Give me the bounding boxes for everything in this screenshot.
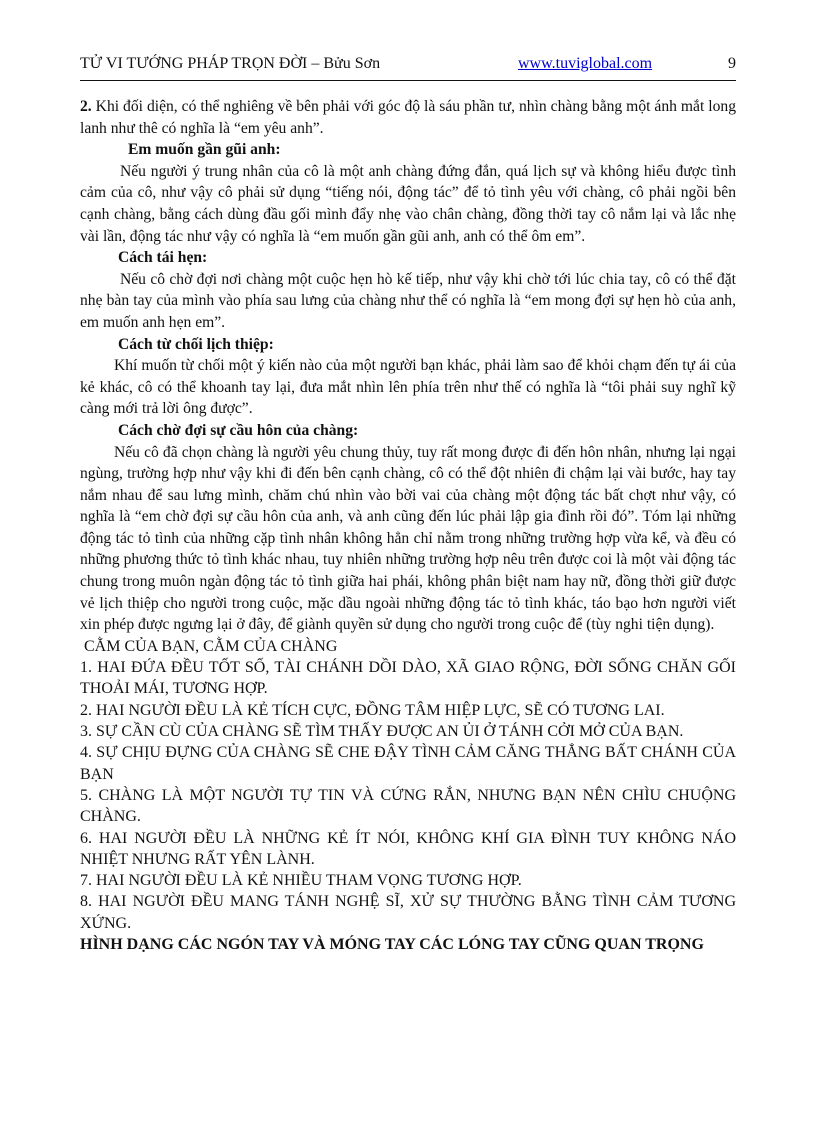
list-item: 3. SỰ CẦN CÙ CỦA CHÀNG SẼ TÌM THẤY ĐƯỢC AN ỦI Ở TÁNH CỞI MỞ CỦA BẠN.: [80, 723, 684, 741]
list-title: CẰM CỦA BẠN, CẰM CỦA CHÀNG: [84, 637, 338, 655]
intro-paragraph: [80, 96, 736, 139]
list-item: 7. HAI NGƯỜI ĐỀU LÀ KẺ NHIỀU THAM VỌNG TƯƠNG HỢP.: [80, 872, 522, 890]
list-item: 6. HAI NGƯỜI ĐỀU LÀ NHỮNG KẺ ÍT NÓI, KHÔNG KHÍ GIA ĐÌNH TUY KHÔNG NÁO NHIỆT NHƯNG RẤT YÊN LÀNH.: [80, 829, 736, 868]
section-heading: Em muốn gần gũi anh:: [128, 141, 281, 159]
section-paragraph: Nếu cô chờ đợi nơi chàng một cuộc hẹn hò kế tiếp, như vậy khi chờ tới lúc chia tay, cô có thể đặt nhẹ bàn tay của mình vào phía sau lưng của chàng như thể có nghĩa là “em mong đợi sự hẹn hò của anh, em muốn anh hẹn em”.: [80, 270, 736, 331]
section-heading: Cách từ chối lịch thiệp:: [118, 335, 274, 353]
header-divider: [80, 80, 736, 81]
page-number: 9: [728, 55, 736, 72]
website-link[interactable]: www.tuviglobal.com: [518, 55, 653, 72]
intro-text: Khi đối diện, có thể nghiêng về bên phải với góc độ là sáu phần tư, nhìn chàng bằng một ánh mắt long lanh như thê có nghĩa là “em yêu anh”.: [80, 98, 736, 137]
list-item: 1. HAI ĐỨA ĐỀU TỐT SỐ, TÀI CHÁNH DỒI DÀO, XÃ GIAO RỘNG, ĐỜI SỐNG CHĂN GỐI THOẢI MÁI, TƯƠNG HỢP.: [80, 659, 736, 698]
book-title: TỬ VI TƯỚNG PHÁP TRỌN ĐỜI – Bửu Sơn: [80, 55, 381, 72]
section-heading: Cách tái hẹn:: [118, 249, 208, 267]
list-item: 8. HAI NGƯỜI ĐỀU MANG TÁNH NGHỆ SĨ, XỬ SỰ THƯỜNG BẰNG TÌNH CẢM TƯƠNG XỨNG.: [80, 893, 736, 932]
section-heading: Cách chờ đợi sự cầu hôn của chàng:: [118, 421, 359, 439]
list-item: 5. CHÀNG LÀ MỘT NGƯỜI TỰ TIN VÀ CỨNG RẮN, NHƯNG BẠN NÊN CHÌU CHUỘNG CHÀNG.: [80, 786, 736, 826]
list-item: 2. HAI NGƯỜI ĐỀU LÀ KẺ TÍCH CỰC, ĐỒNG TÂM HIỆP LỰC, SẼ CÓ TƯƠNG LAI.: [80, 701, 665, 719]
list-item: 4. SỰ CHỊU ĐỰNG CỦA CHÀNG SẼ CHE ĐẬY TÌNH CẢM CĂNG THẲNG BẤT CHÁNH CỦA BẠN: [80, 744, 736, 783]
page-header: [80, 54, 736, 76]
intro-number: 2.: [80, 98, 92, 115]
page-body: [80, 96, 736, 956]
final-heading: HÌNH DẠNG CÁC NGÓN TAY VÀ MÓNG TAY CÁC LÓNG TAY CŨNG QUAN TRỌNG: [80, 936, 704, 953]
section-paragraph: Khí muốn từ chối một ý kiến nào của một người bạn khác, phải làm sao để khỏi chạm đến tự ái của kẻ khác, cô có thể khoanh tay lại, đưa mắt nhìn lên phía trên như thế có nghĩa là “tôi phải suy nghĩ kỹ càng mới trả lời ông được”.: [80, 357, 736, 418]
section-paragraph: Nếu cô đã chọn chàng là người yêu chung thủy, tuy rất mong được đi đến hôn nhân, nhưng lại ngại ngùng, trường hợp như vậy khi đi đến bên cạnh chàng, cô có thể đột nhiên đi chậm lại vài bước, hay tay nắm nhau để sau lưng mình, chăm chú nhìn vào bời vai của chàng một động tác bất chợt như vậy, có nghĩa là “em chờ đợi sự cầu hôn của anh, và anh cũng đến lúc phải lập gia đình rồi đó”. Tóm lại những động tác tỏ tình của những cặp tình nhân không hẳn chỉ nằm trong những trường hợp vừa kể, và đều có những phương thức tỏ tình khác nhau, tuy nhiên những trường hợp nêu trên được coi là một vài động tác chung trong muôn ngàn động tác tỏ tình giữa hai phái, không phân biệt nam hay nữ, đồng thời giữ được vẻ lịch thiệp cho người trong cuộc, mặc dầu ngoài những động tác tỏ tình khác, táo bạo hơn người viết xin phép được ngưng lại ở đây, để giành quyền sử dụng cho người trong cuộc để (tùy nghi tiện dụng).: [80, 443, 736, 634]
section-paragraph: Nếu người ý trung nhân của cô là một anh chàng đứng đắn, quá lịch sự và không hiểu được tình cảm của cô, như vậy cô phải sử dụng “tiếng nói, động tác” để tỏ tình yêu với chàng, cô phải ngồi bên cạnh chàng, bằng cách dùng đầu gối mình đẩy nhẹ vào chân chàng, đồng thời tay cô nắm lại và lắc nhẹ vài lần, động tác như vậy có nghĩa là “em muốn gần gũi anh, anh có thể ôm em”.: [80, 162, 736, 245]
